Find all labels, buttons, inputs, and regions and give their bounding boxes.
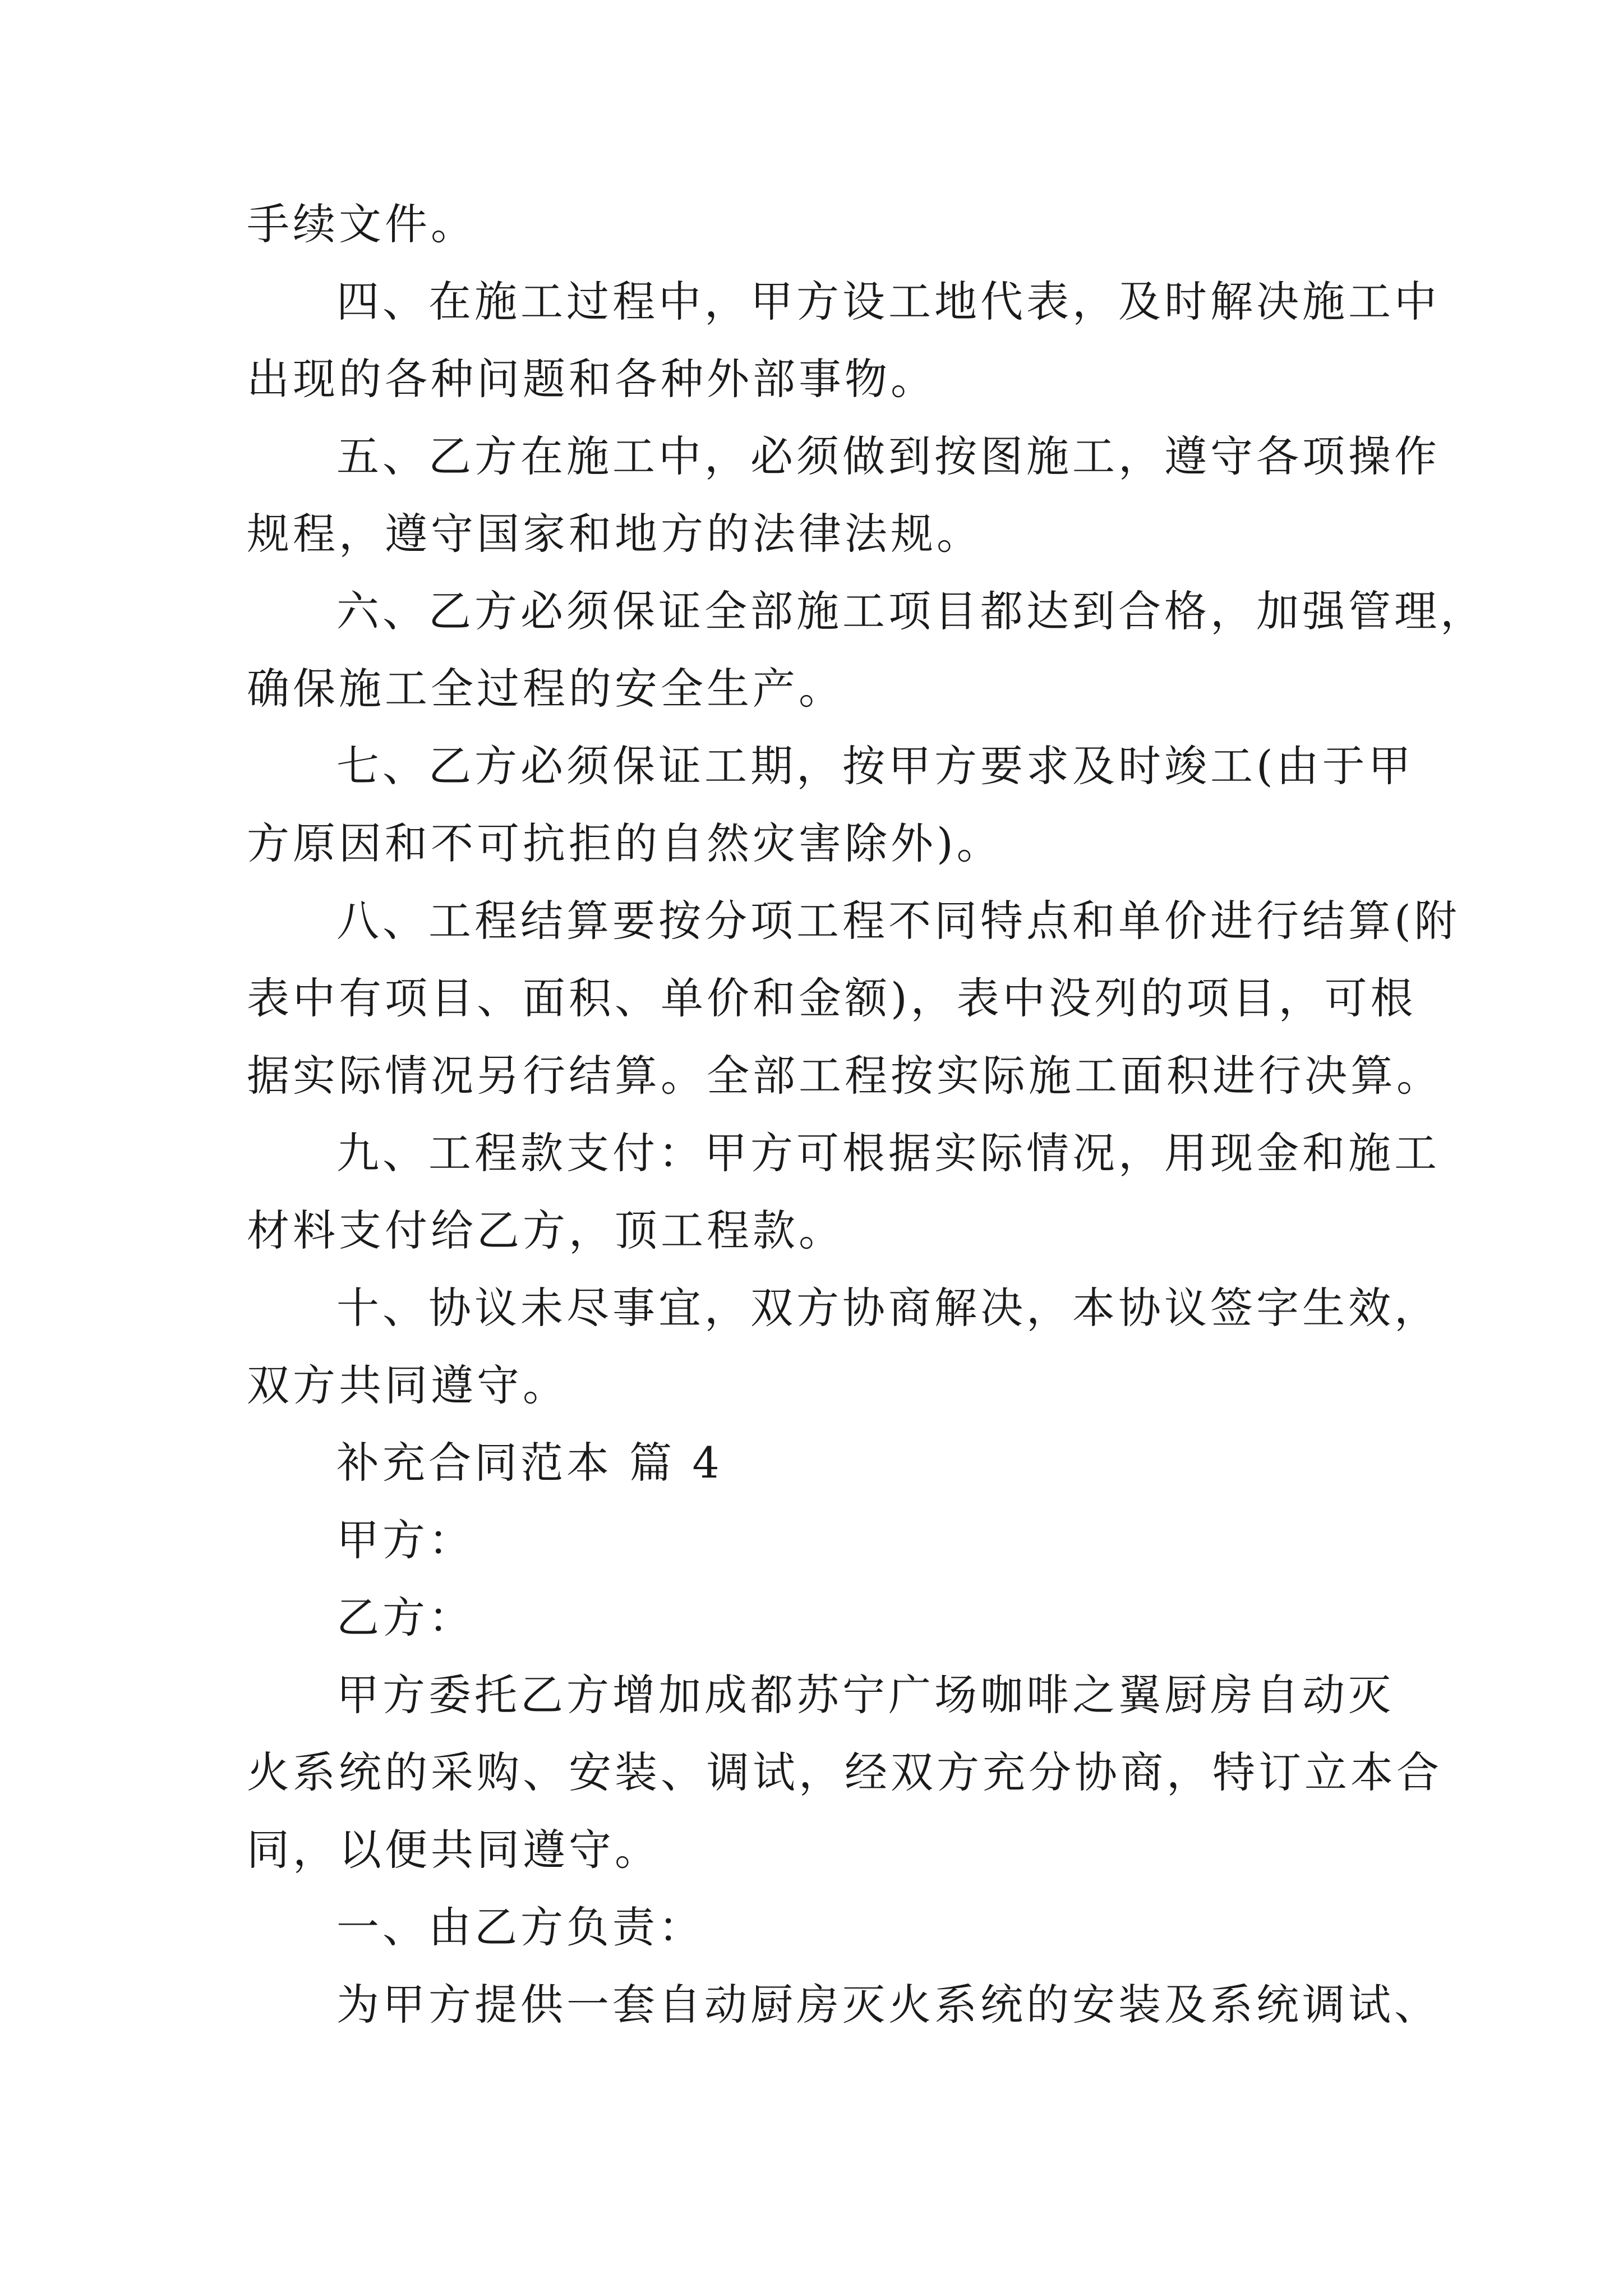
text-line: 规程，遵守国家和地方的法律法规。 [247, 509, 983, 559]
clause-10: 十、协议未尽事宜，双方协商解决，本协议签字生效， [336, 1283, 1440, 1333]
text-line: 方原因和不可抗拒的自然灾害除外)。 [247, 818, 1003, 868]
party-b-label: 乙方： [336, 1593, 474, 1642]
party-a-label: 甲方： [336, 1515, 474, 1565]
text-line: 双方共同遵守。 [247, 1360, 569, 1410]
clause-9: 九、工程款支付：甲方可根据实际情况，用现金和施工 [336, 1128, 1440, 1178]
clause-8: 八、工程结算要按分项工程不同特点和单价进行结算(附 [336, 896, 1460, 946]
text-line: 为甲方提供一套自动厨房灭火系统的安装及系统调试、 [336, 1980, 1440, 2030]
clause-1: 一、由乙方负责： [336, 1902, 704, 1952]
section-heading: 补充合同范本 篇 4 [336, 1438, 723, 1488]
text-line: 材料支付给乙方，顶工程款。 [247, 1205, 845, 1255]
clause-6: 六、乙方必须保证全部施工项目都达到合格，加强管理， [336, 586, 1486, 636]
clause-7: 七、乙方必须保证工期，按甲方要求及时竣工(由于甲 [336, 741, 1414, 791]
text-line: 同，以便共同遵守。 [247, 1825, 661, 1875]
text-line: 出现的各种问题和各种外部事物。 [247, 354, 937, 404]
text-line: 表中有项目、面积、单价和金额)，表中没列的项目，可根 [247, 973, 1417, 1023]
intro-paragraph: 甲方委托乙方增加成都苏宁广场咖啡之翼厨房自动灭 [336, 1670, 1394, 1720]
text-line: 确保施工全过程的安全生产。 [247, 664, 845, 714]
text-line: 手续文件。 [247, 199, 477, 249]
clause-5: 五、乙方在施工中，必须做到按图施工，遵守各项操作 [336, 431, 1440, 481]
clause-4: 四、在施工过程中，甲方设工地代表，及时解决施工中 [336, 277, 1440, 326]
text-line: 火系统的采购、安装、调试，经双方充分协商，特订立本合 [247, 1747, 1442, 1797]
text-line: 据实际情况另行结算。全部工程按实际施工面积进行决算。 [247, 1051, 1442, 1101]
